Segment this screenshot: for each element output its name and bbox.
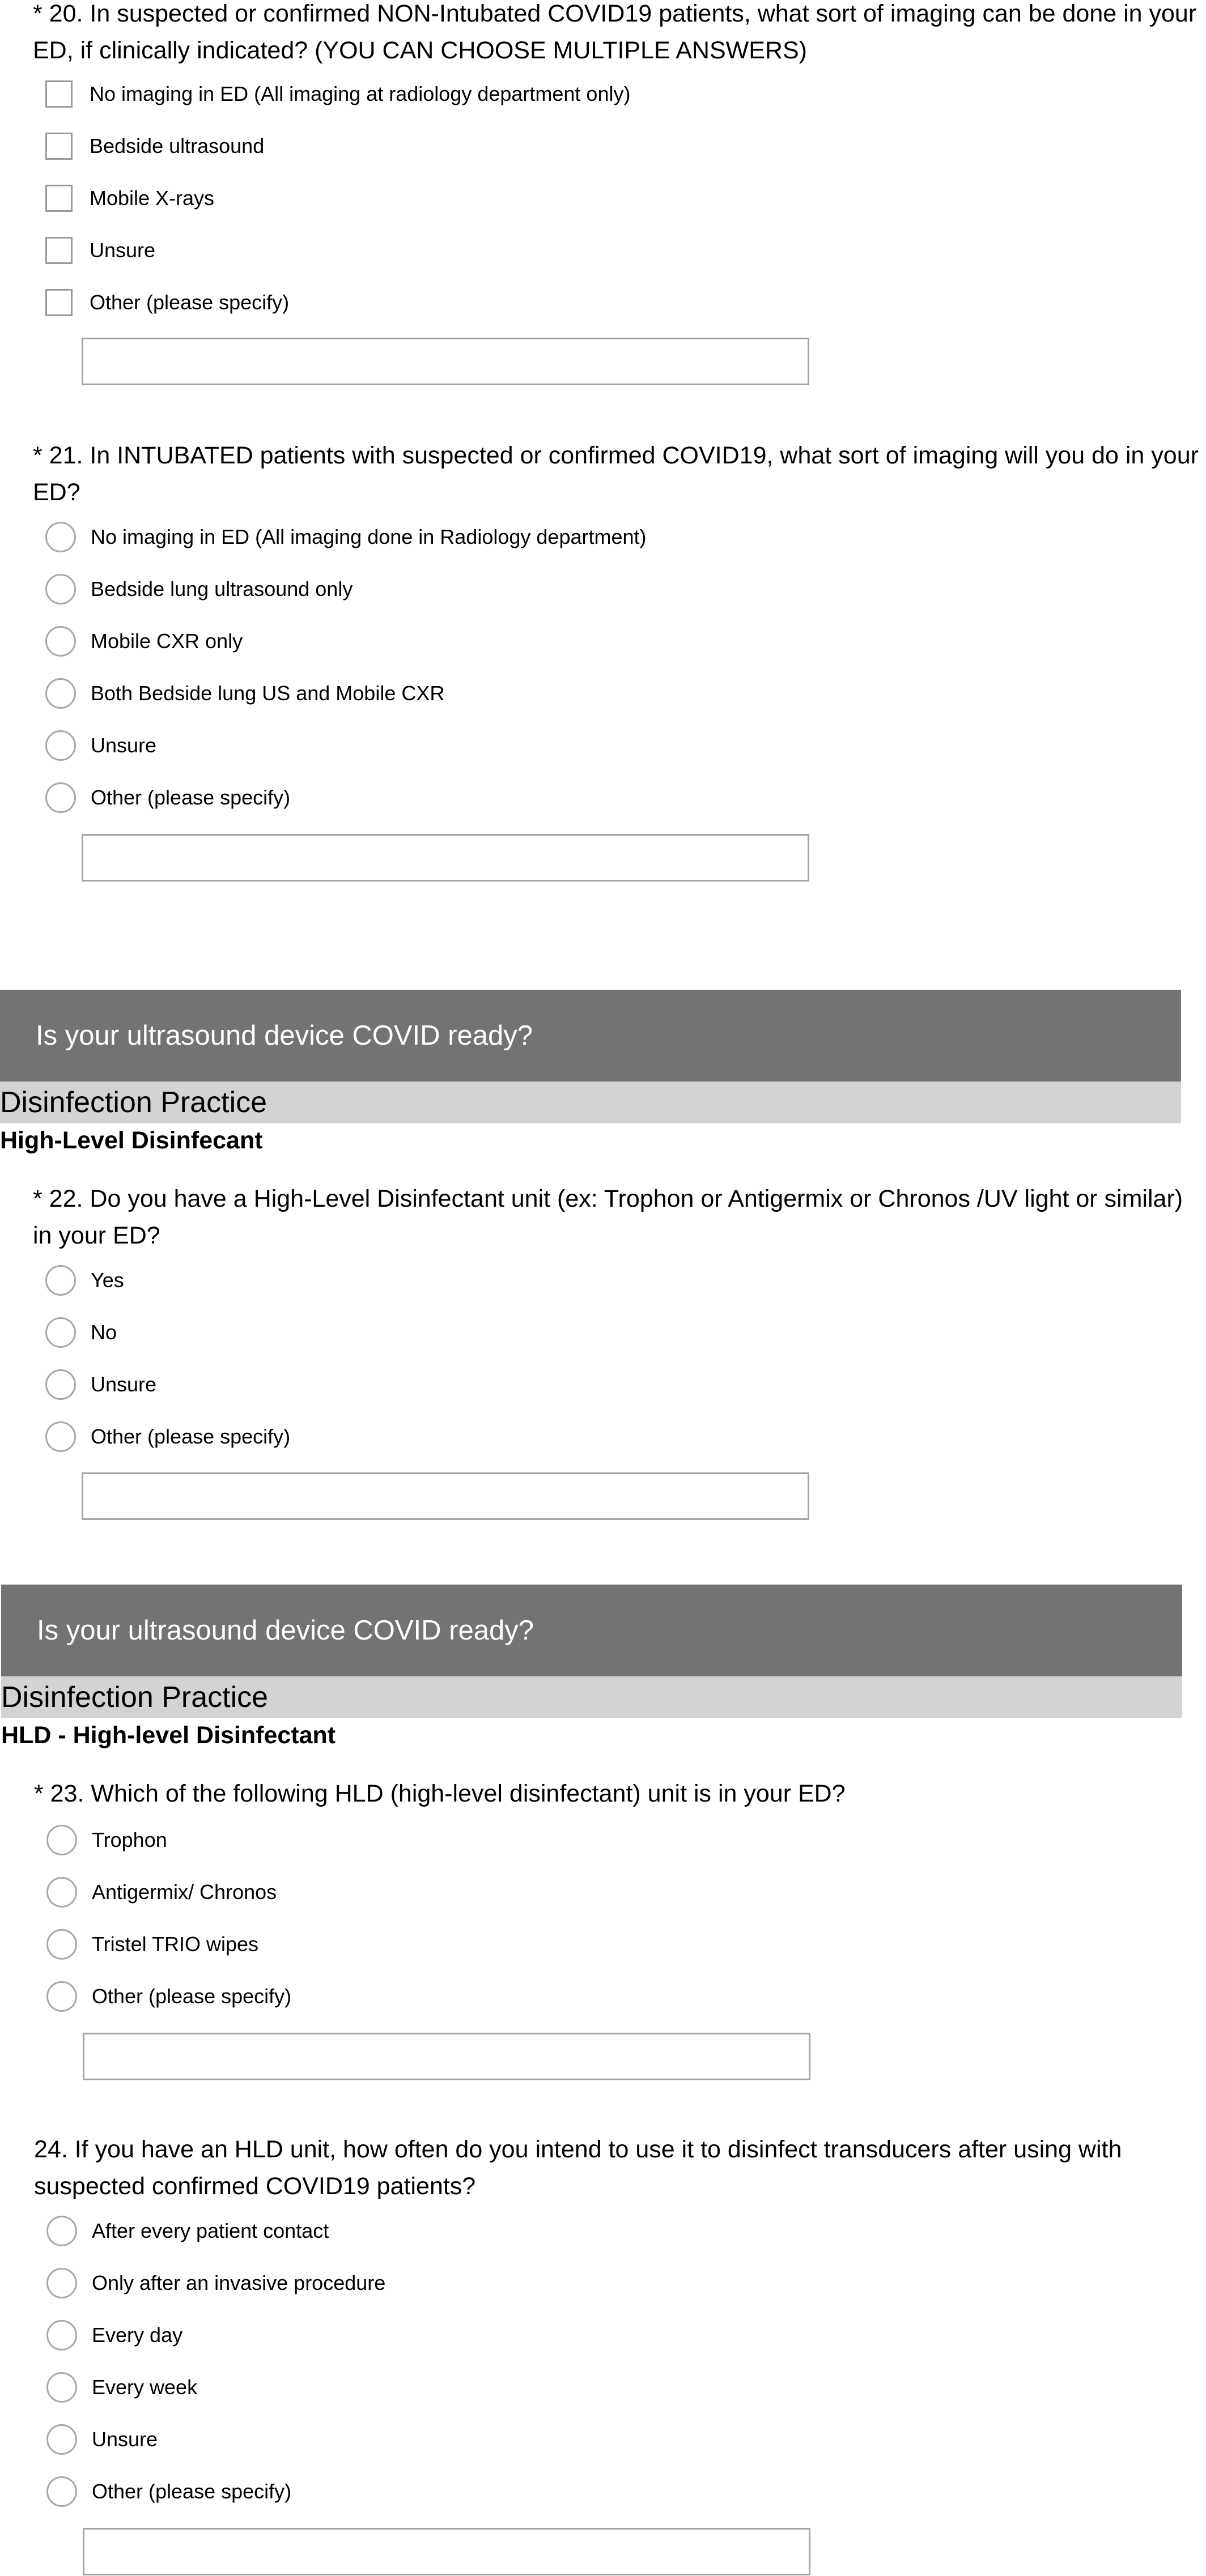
q22-option-label: Other (please specify) bbox=[91, 1425, 291, 1448]
q23-option-tristel[interactable] bbox=[46, 1927, 258, 1961]
q22-option-no[interactable] bbox=[45, 1315, 117, 1349]
q22-option-yes[interactable] bbox=[45, 1263, 124, 1297]
q21-radio-unsure[interactable] bbox=[45, 730, 76, 761]
q20-checkbox-other[interactable] bbox=[45, 289, 73, 316]
q22-radio-yes[interactable] bbox=[45, 1265, 76, 1296]
q24-option-label: Every week bbox=[92, 2375, 198, 2399]
q24-option-every-patient[interactable] bbox=[46, 2214, 329, 2248]
q22-radio-unsure[interactable] bbox=[45, 1369, 76, 1400]
q23-option-antigermix[interactable] bbox=[46, 1875, 277, 1909]
q24-option-label: Other (please specify) bbox=[92, 2480, 292, 2503]
q20-checkbox-mobile-xrays[interactable] bbox=[45, 185, 73, 212]
q23-option-label: Trophon bbox=[92, 1828, 167, 1851]
q21-option-both[interactable] bbox=[45, 676, 444, 710]
q22-option-unsure[interactable] bbox=[45, 1368, 156, 1402]
q21-option-other[interactable] bbox=[45, 781, 290, 815]
q23-option-label: Antigermix/ Chronos bbox=[92, 1880, 277, 1904]
q20-checkbox-unsure[interactable] bbox=[45, 237, 73, 264]
q23-option-label: Other (please specify) bbox=[92, 1985, 292, 2008]
q20-option-label: Unsure bbox=[90, 239, 156, 262]
q23-option-label: Tristel TRIO wipes bbox=[92, 1932, 259, 1956]
q24-option-label: After every patient contact bbox=[92, 2219, 329, 2242]
q21-radio-bedside-lung-us[interactable] bbox=[45, 574, 76, 604]
q22-option-label: Yes bbox=[91, 1268, 124, 1292]
q23-radio-tristel[interactable] bbox=[46, 1929, 77, 1960]
sub-heading: High-Level Disinfecant bbox=[0, 1127, 263, 1154]
section-header bbox=[0, 990, 1181, 1082]
section-header bbox=[1, 1585, 1182, 1676]
q20-option-other[interactable] bbox=[45, 286, 289, 320]
q20-option-no-imaging[interactable] bbox=[45, 77, 630, 111]
question-22-text: * 22. Do you have a High-Level Disinfectant unit (ex: Trophon or Antigermix or Chronos /UV light or similar) in your ED? bbox=[33, 1185, 1183, 1249]
q24-option-label: Every day bbox=[92, 2323, 183, 2347]
q21-radio-both[interactable] bbox=[45, 678, 76, 709]
q22-option-other[interactable] bbox=[45, 1420, 290, 1454]
q21-option-label: Other (please specify) bbox=[91, 786, 291, 809]
q21-option-label: Both Bedside lung US and Mobile CXR bbox=[91, 682, 445, 705]
q20-option-unsure[interactable] bbox=[45, 233, 155, 267]
q21-other-input[interactable] bbox=[82, 834, 809, 882]
sub-heading: HLD - High-level Disinfectant bbox=[1, 1722, 336, 1749]
q20-option-bedside-ultrasound[interactable] bbox=[45, 129, 264, 163]
q21-option-label: Bedside lung ultrasound only bbox=[91, 577, 353, 601]
q21-option-label: Mobile CXR only bbox=[91, 629, 243, 653]
q22-radio-other[interactable] bbox=[45, 1421, 76, 1452]
q24-option-every-day[interactable] bbox=[46, 2318, 182, 2352]
q24-option-other[interactable] bbox=[46, 2475, 291, 2509]
q24-radio-every-day[interactable] bbox=[46, 2320, 77, 2351]
q22-option-label: Unsure bbox=[91, 1373, 157, 1396]
q24-other-input[interactable] bbox=[83, 2528, 810, 2575]
question-20-text: * 20. In suspected or confirmed NON-Intubated COVID19 patients, what sort of imaging can be done in your ED, if clinically indicated? (YOU CAN CHOOSE MULTIPLE ANSWERS) bbox=[33, 0, 1197, 64]
q24-option-every-week[interactable] bbox=[46, 2370, 197, 2404]
q20-option-label: Other (please specify) bbox=[90, 291, 290, 314]
q20-checkbox-bedside-ultrasound[interactable] bbox=[45, 133, 73, 160]
q24-option-unsure[interactable] bbox=[46, 2422, 158, 2456]
q21-radio-no-imaging[interactable] bbox=[45, 522, 76, 552]
section-header-title: Is your ultrasound device COVID ready? bbox=[36, 1020, 533, 1051]
q20-option-label: No imaging in ED (All imaging at radiology department only) bbox=[90, 82, 631, 105]
q24-radio-other[interactable] bbox=[46, 2476, 77, 2507]
question-21-text: * 21. In INTUBATED patients with suspected or confirmed COVID19, what sort of imaging will you do in your ED? bbox=[33, 442, 1199, 506]
q24-radio-every-week[interactable] bbox=[46, 2372, 77, 2403]
q24-radio-unsure[interactable] bbox=[46, 2424, 77, 2455]
subsection-bar bbox=[1, 1676, 1182, 1718]
q21-radio-other[interactable] bbox=[45, 782, 76, 813]
q20-option-mobile-xrays[interactable] bbox=[45, 181, 214, 215]
q20-other-input[interactable] bbox=[82, 338, 809, 385]
q21-option-bedside-lung-us[interactable] bbox=[45, 572, 353, 606]
q20-option-label: Mobile X-rays bbox=[90, 186, 215, 210]
q24-option-label: Unsure bbox=[92, 2428, 158, 2451]
q23-other-input[interactable] bbox=[83, 2033, 810, 2080]
q23-option-other[interactable] bbox=[46, 1979, 291, 2013]
q23-option-trophon[interactable] bbox=[46, 1823, 167, 1857]
q24-radio-every-patient[interactable] bbox=[46, 2216, 77, 2246]
question-24-text: 24. If you have an HLD unit, how often do you intend to use it to disinfect transducers after using with suspected confirmed COVID19 patients? bbox=[34, 2136, 1122, 2200]
subsection-title: Disinfection Practice bbox=[0, 1086, 267, 1119]
q24-option-invasive[interactable] bbox=[46, 2266, 385, 2300]
q22-radio-no[interactable] bbox=[45, 1317, 76, 1348]
q20-checkbox-no-imaging[interactable] bbox=[45, 80, 73, 108]
question-23-text: * 23. Which of the following HLD (high-level disinfectant) unit is in your ED? bbox=[34, 1780, 846, 1807]
section-header-title: Is your ultrasound device COVID ready? bbox=[37, 1615, 534, 1646]
q23-radio-trophon[interactable] bbox=[46, 1825, 77, 1855]
q23-radio-other[interactable] bbox=[46, 1981, 77, 2012]
q21-option-label: No imaging in ED (All imaging done in Radiology department) bbox=[91, 525, 647, 548]
subsection-title: Disinfection Practice bbox=[1, 1681, 269, 1714]
q21-radio-mobile-cxr[interactable] bbox=[45, 626, 76, 657]
q22-other-input[interactable] bbox=[82, 1472, 809, 1520]
q21-option-unsure[interactable] bbox=[45, 729, 156, 763]
q20-option-label: Bedside ultrasound bbox=[90, 134, 265, 157]
q21-option-no-imaging[interactable] bbox=[45, 520, 647, 554]
q23-radio-antigermix[interactable] bbox=[46, 1877, 77, 1907]
q21-option-label: Unsure bbox=[91, 734, 157, 757]
q21-option-mobile-cxr[interactable] bbox=[45, 624, 243, 658]
q24-option-label: Only after an invasive procedure bbox=[92, 2271, 386, 2294]
q22-option-label: No bbox=[91, 1321, 117, 1344]
q24-radio-invasive[interactable] bbox=[46, 2268, 77, 2298]
subsection-bar bbox=[0, 1082, 1181, 1123]
